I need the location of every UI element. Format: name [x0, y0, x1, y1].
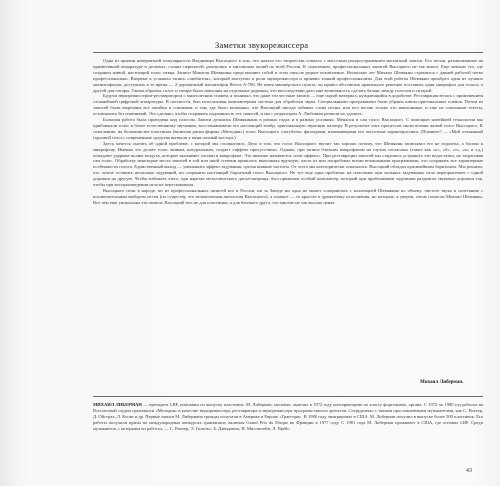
bio-rule: [93, 396, 483, 397]
bio-text: — президент LBF, компании по выпуску пластинок. М. Либерман, москвич, окончил в 1972 году консерваторию по классу фортепиано, органа. С 1972 по 1980 год работал на Всесоюзной студии грамзаписи «Мелодия» в качестве звукорежиссера, реставратора и звукорежиссера программ многих артистов. Сотрудничал с такими прославленными музыкантами, как С. Рихтер, Д. Ойстрах, Л. Коган и др. Первые записи М. Либермана трижды получали в Америке и Европе «Гран-при». В 1980 году эмигрировал в США. М. Либерман получил в выпуске более 500 пластинок. Его работы получили призы на международных конкурсах грамзаписи, включая Grand Prix du Disque во Франции в 1977 году. С 1981 года М. Либерман проживает в США, где основал LBF. Среди музыкантов, с которыми он работал, — С. Рихтер, Э. Гилельс, Б. Давидович, И. Миллштейн, Л. Прейс.: [93, 402, 484, 431]
author-bio: [93, 402, 483, 432]
paragraph: Одна из причин невероятной популярности Владимира Высоцкого в том, что начало его творчества совпало с массовым распространением магнитной записи. Его песни, размноженные на примитивной аппаратуре в десятках, сотнях переписей, разошлись в миллионах копий по всей России. К сожалению, профессиональных записей Высоцкого не так много. Еще меньше тех, где сохранен живой, настоящий голос певца. Записи Мишеля Шемякина представляют собой в этом смысле редкое исключение. Несколько лет Михаил Шемякин стремился с давней работой четко профессионально. Впервые я услышал запись «любителя», который выступил в роли звукорежиссера и проявил тонкий профессионализм. Для этой работы Шемякин приобрел один из лучших магнитофонов, доступных в то время — 2-дорожечный магнитофон Revox A-700. Не имея микшерского пульта, он провел абсолютно правильное решение поставить один микрофон для голоса, а другой для гитары. Таким образом, голос и гитара были записаны на отдельные дорожки, что впоследствии дало мне возможность сделать баланс между голосом и гитарой.: [93, 58, 483, 93]
paragraph: Высоцкого пели в народе, но из профессиональных записей все в России, ни за Западе ни одна не может соперничать с коллекцией Шемякина по объему, чистоте звука и сочетанию с исключительным выбором песен (по существу, это великолепная антология Высоцкого), а главное — то красоте и драматизму исполнения, но которые, я уверен, очень помогли Михаил Шемякин. Вот чем еще уникальны эти записи: Высоцкий пел не для пластинки, а для близкого друга, что многие не так высоко ценят.: [93, 187, 483, 205]
article-body: [93, 58, 483, 206]
paragraph: Здесь хочется сказать об одной проблеме, с которой мы столкнулись. Дело в том, что голос Высоцкого звучит так хорошо потому, что Шемякин записывал его не издалека, а близко к микрофону. Именно это делает голос живым, натуральным, создает «эффект присутствия». Однако, при записи близким микрофоном на глухих согласных (таких как «п», «б», «т», «к» и т.д.) попадают ударные волны воздуха, которые вызывают хлопки в микрофоне. Это явление называется «поп-эффект». При реставрации записей мы старались устранить эти недостатки, не затрагивая сам голос. Обработку некоторые места записей в той или иной степени пришлось выполнять вручную, часть из них попробовал всеми возможными программами, что сохранить все характерные особенности голоса. Единственный выход — уменьшить эффект задувания, срезая нижние частоты. От этого мы категорически отказались. Высоцкий обладал красивейшим баритоном. Мы решили, что лучше оставить несколько задуваний, но сохранить настоящий бархатный голос Высоцкого. Но тут еще одна проблема: на пластинке при сильных задуваниях игла перепрыгивает с одной дорожки на другую. Чтобы избежать этого, при нарезке металлического диска-матрицы, был применен особый компьютер, который при приближении задувания раздвигал звуковые дорожки так, чтобы при воспроизведении игла не перескакивала.: [93, 140, 483, 188]
paragraph: Будучи звукорежиссером-реставратором с многолетним стажем, я понимал, что даже эти честные записи — еще сырой материал, нуждающийся в доработке. Реставрация велась с применением сложнейшей цифровой аппаратуры. В частности, был использован компьютерная система для обработки звука. Специальными программами были убраны шипы оригинальных пленок. Потом из записей были вырезаны все ошибки и сомнения, и там, где было возможно, что Высоцкий иногда забывал слова песни, или пел песню только что написанные, и еще не освоенные тексты, оставлялись без изменений. Это сделано, чтобы сохранить подлинность тех записей, и мы с редактором А. Любовым решили их удалить.: [93, 93, 483, 117]
page-number: 43: [466, 468, 472, 474]
paragraph: Большая работа была проведена над голосом. Записи делались Шемякиным в разных годах и в разных условиях. Менялся и сам голос Высоцкого. С помощью новейшей технологии мы приближали голос к более естественному звучанию, восстанавливали его настоящий тембр, оригинальную звуковую палитру. В результате этих процессов снова возник живой голос Высоцкого. К сожалению, на большинстве пластинок (включая диски фирмы «Мелодия») голос Высоцкого «загублен» фильтрами, изменяющими его частотные характеристики. (Помните? — «Мой отчаянный горловой голос» современные средства вызвали у меня полный восторг.): [93, 117, 483, 140]
bio-name: МИХАИЛ ЛИБЕРМАН: [93, 402, 142, 407]
title-rule: [93, 52, 483, 53]
author-signature: Михаил Либерман.: [420, 380, 464, 385]
page-title: Заметки звукорежиссера: [215, 40, 309, 50]
